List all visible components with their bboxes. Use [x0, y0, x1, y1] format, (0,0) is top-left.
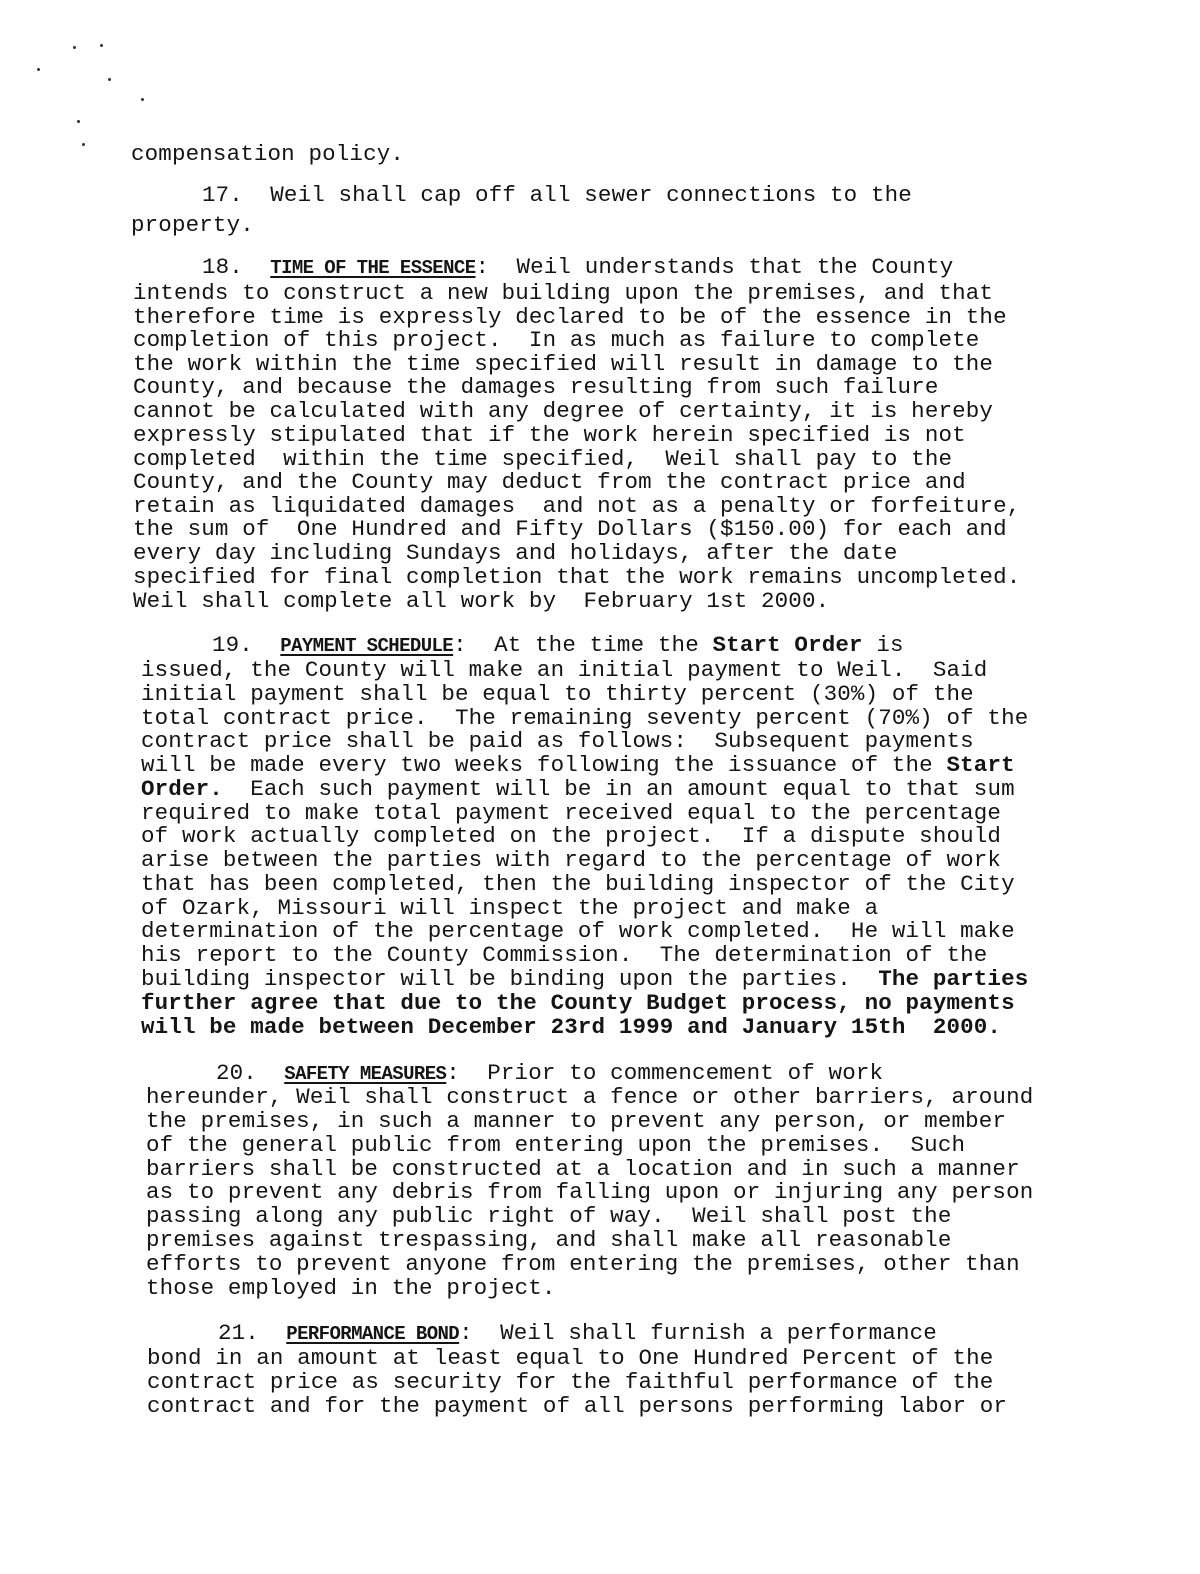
section-heading: TIME OF THE ESSENCE [270, 257, 476, 279]
bold-term: Start Order [712, 632, 863, 658]
text-line: expressly stipulated that if the work herein specified is not [133, 422, 966, 448]
paragraph-17-line: property. [131, 212, 254, 238]
section-heading: SAFETY MEASURES [284, 1063, 447, 1085]
scan-speck [73, 46, 76, 49]
text-line: of work actually completed on the project. If a dispute should [141, 823, 1002, 849]
paragraph-number: 19. [212, 632, 281, 658]
paragraph-text: building inspector will be binding upon the parties. [141, 966, 879, 992]
text-line: contract price shall be paid as follows: Subsequent payments [141, 728, 974, 754]
text-line: barriers shall be constructed at a location and in such a manner [146, 1156, 1020, 1182]
text-line: the premises, in such a manner to prevent any person, or member [146, 1108, 1007, 1134]
paragraph-number: 18. [202, 254, 271, 280]
text-line: contract price as security for the faithful performance of the [147, 1369, 994, 1395]
scan-speck [141, 98, 144, 101]
paragraph-text: is [862, 632, 904, 658]
section-heading: PAYMENT SCHEDULE [280, 635, 454, 657]
text-line: County, and because the damages resulting from such failure [133, 374, 939, 400]
text-line: total contract price. The remaining seventy percent (70%) of the [141, 705, 1029, 731]
paragraph-text: : At the time the [453, 632, 713, 658]
section-heading: PERFORMANCE BOND [286, 1323, 460, 1345]
scan-speck [77, 120, 80, 123]
text-line: County, and the County may deduct from the contract price and [133, 469, 966, 495]
bold-term: Order. [141, 776, 223, 802]
scan-speck [108, 78, 111, 81]
text-line: initial payment shall be equal to thirty percent (30%) of the [141, 681, 974, 707]
bold-text-line: further agree that due to the County Budget process, no payments [141, 990, 1015, 1016]
text-line: intends to construct a new building upon the premises, and that [133, 280, 994, 306]
text-line: of Ozark, Missouri will inspect the project and make a [141, 895, 879, 921]
text-line: issued, the County will make an initial payment to Weil. Said [141, 657, 988, 683]
text-line: that has been completed, then the building inspector of the City [141, 871, 1015, 897]
paragraph-text: will be made every two weeks following the issuance of the [141, 752, 947, 778]
text-line: required to make total payment received equal to the percentage [141, 800, 1002, 826]
paragraph-21-first-line [218, 1321, 937, 1346]
paragraph-20-first-line [216, 1061, 883, 1086]
text-line: completed within the time specified, Weil shall pay to the [133, 446, 953, 472]
text-line: bond in an amount at least equal to One Hundred Percent of the [147, 1345, 994, 1371]
text-line: cannot be calculated with any degree of certainty, it is hereby [133, 398, 994, 424]
paragraph-text: : Weil understands that the County [475, 254, 954, 280]
text-line [141, 777, 1015, 801]
text-line: arise between the parties with regard to the percentage of work [141, 847, 1002, 873]
bold-text-line: will be made between December 23rd 1999 and January 15th 2000. [141, 1014, 1002, 1040]
text-line: therefore time is expressly declared to be of the essence in the [133, 304, 1007, 330]
text-line: hereunder, Weil shall construct a fence or other barriers, around [146, 1084, 1034, 1110]
text-line [141, 967, 1028, 991]
scan-speck [100, 44, 103, 47]
text-line: compensation policy. [131, 141, 405, 167]
bold-term: Start [946, 752, 1015, 778]
paragraph-number: 21. [218, 1320, 287, 1346]
text-line: the work within the time specified will result in damage to the [133, 351, 994, 377]
text-line: contract and for the payment of all persons performing labor or [147, 1393, 1008, 1419]
text-line [141, 753, 1015, 777]
text-line: passing along any public right of way. Weil shall post the [146, 1203, 952, 1229]
text-line: premises against trespassing, and shall make all reasonable [146, 1227, 952, 1253]
scan-speck [82, 143, 85, 146]
text-line: as to prevent any debris from falling upon or injuring any person [146, 1179, 1034, 1205]
paragraph-text: : Prior to commencement of work [446, 1060, 884, 1086]
text-line: the sum of One Hundred and Fifty Dollars ($150.00) for each and [133, 516, 1007, 542]
text-line: every day including Sundays and holidays, after the date [133, 540, 898, 566]
text-line: Weil shall complete all work by February 1st 2000. [133, 588, 830, 614]
text-line: efforts to prevent anyone from entering the premises, other than [146, 1251, 1020, 1277]
paragraph-17-line: 17. Weil shall cap off all sewer connections to the [202, 182, 912, 208]
paragraph-19-first-line [212, 633, 904, 658]
paragraph-text: Each such payment will be in an amount equal to that sum [222, 776, 1015, 802]
text-line: determination of the percentage of work completed. He will make [141, 918, 1015, 944]
text-line: his report to the County Commission. The determination of the [141, 942, 988, 968]
text-line: those employed in the project. [146, 1275, 556, 1301]
text-line: retain as liquidated damages and not as a penalty or forfeiture, [133, 493, 1021, 519]
scan-speck [37, 68, 40, 71]
text-line: of the general public from entering upon the premises. Such [146, 1132, 966, 1158]
text-line: specified for final completion that the work remains uncompleted. [133, 564, 1021, 590]
paragraph-text: : Weil shall furnish a performance [459, 1320, 937, 1346]
paragraph-number: 20. [216, 1060, 285, 1086]
bold-text: The parties [878, 966, 1029, 992]
text-line: completion of this project. In as much as failure to complete [133, 327, 980, 353]
paragraph-18-first-line [202, 255, 953, 280]
